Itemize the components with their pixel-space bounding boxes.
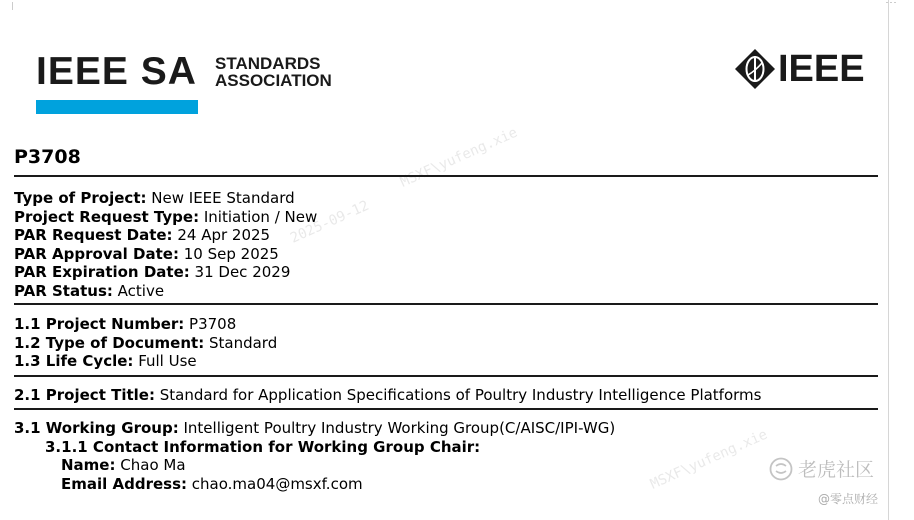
field-par-expiration-date bbox=[14, 263, 317, 282]
community-watermark bbox=[768, 455, 874, 482]
corner-mark-left bbox=[12, 2, 24, 10]
field-type-of-project bbox=[14, 189, 317, 208]
watermark-user: MSXF\yufeng.xie bbox=[398, 124, 521, 191]
ieee-wordmark: IEEE bbox=[778, 48, 865, 90]
tiger-logo-icon bbox=[768, 457, 794, 481]
field-label: 1.3 Life Cycle: bbox=[14, 352, 134, 371]
field-value: New IEEE Standard bbox=[151, 189, 295, 207]
field-value: P3708 bbox=[189, 315, 237, 333]
field-label: 2.1 Project Title: bbox=[14, 386, 155, 404]
field-chair-name bbox=[14, 456, 615, 475]
field-label: Name: bbox=[61, 456, 116, 475]
field-label: 1.1 Project Number: bbox=[14, 315, 185, 333]
credit-watermark: @零点财经 bbox=[818, 492, 879, 506]
field-par-status bbox=[14, 282, 317, 301]
sa-subtitle bbox=[215, 55, 332, 89]
project-section bbox=[14, 315, 277, 371]
field-value: Active bbox=[117, 281, 165, 300]
field-label: Type of Project: bbox=[14, 189, 147, 207]
field-chair-email bbox=[14, 475, 615, 494]
field-label: 3.1 Working Group: bbox=[14, 419, 179, 437]
contact-heading bbox=[14, 438, 615, 457]
field-value: Standard for Application Specifications of Poultry Industry Intelligence Platforms bbox=[159, 386, 762, 404]
community-name: 老虎社区 bbox=[798, 459, 875, 481]
field-value: 24 Apr 2025 bbox=[177, 226, 271, 245]
sa-accent-bar bbox=[36, 100, 198, 114]
page-title: P3708 bbox=[14, 146, 81, 168]
field-project-request-type bbox=[14, 208, 317, 227]
field-project-number bbox=[14, 315, 277, 334]
field-label: PAR Expiration Date: bbox=[14, 263, 190, 282]
field-label: 1.2 Type of Document: bbox=[14, 333, 205, 352]
watermark-user-2: MSXF\yufeng.xie bbox=[648, 426, 771, 493]
title-section bbox=[14, 386, 761, 405]
divider bbox=[14, 303, 878, 305]
field-working-group bbox=[14, 419, 615, 438]
divider bbox=[14, 408, 878, 410]
sa-subtitle-line1: STANDARDS bbox=[215, 54, 321, 73]
field-label: PAR Approval Date: bbox=[14, 244, 179, 263]
field-value: Standard bbox=[208, 333, 278, 352]
field-value: 31 Dec 2029 bbox=[194, 263, 291, 282]
field-value: Chao Ma bbox=[120, 456, 186, 475]
ieee-diamond-icon bbox=[734, 48, 776, 90]
field-life-cycle bbox=[14, 352, 277, 371]
divider bbox=[14, 375, 878, 377]
field-value: Intelligent Poultry Industry Working Group(C/AISC/IPI-WG) bbox=[183, 419, 616, 437]
field-project-title bbox=[14, 386, 761, 405]
field-value: Initiation / New bbox=[203, 207, 318, 226]
contact-heading-text: 3.1.1 Contact Information for Working Group Chair: bbox=[45, 437, 481, 456]
field-par-request-date bbox=[14, 226, 317, 245]
field-label: PAR Status: bbox=[14, 281, 113, 300]
working-group-section bbox=[14, 419, 615, 493]
field-value: Full Use bbox=[138, 352, 197, 371]
divider bbox=[14, 175, 878, 177]
corner-mark-right bbox=[886, 2, 898, 10]
field-value: chao.ma04@msxf.com bbox=[191, 474, 363, 493]
field-type-of-document bbox=[14, 334, 277, 353]
sa-wordmark: IEEE SA bbox=[36, 50, 197, 93]
page-edge bbox=[888, 0, 889, 520]
field-label: PAR Request Date: bbox=[14, 226, 173, 245]
field-value: 10 Sep 2025 bbox=[183, 244, 279, 263]
field-par-approval-date bbox=[14, 245, 317, 264]
field-label: Email Address: bbox=[61, 474, 188, 493]
field-label: Project Request Type: bbox=[14, 207, 200, 226]
par-info-section bbox=[14, 189, 317, 301]
watermark-date: 2025-09-12 bbox=[288, 197, 372, 247]
ieee-sa-logo bbox=[36, 52, 197, 92]
sa-subtitle-line2: ASSOCIATION bbox=[215, 71, 332, 90]
ieee-logo bbox=[734, 48, 865, 90]
